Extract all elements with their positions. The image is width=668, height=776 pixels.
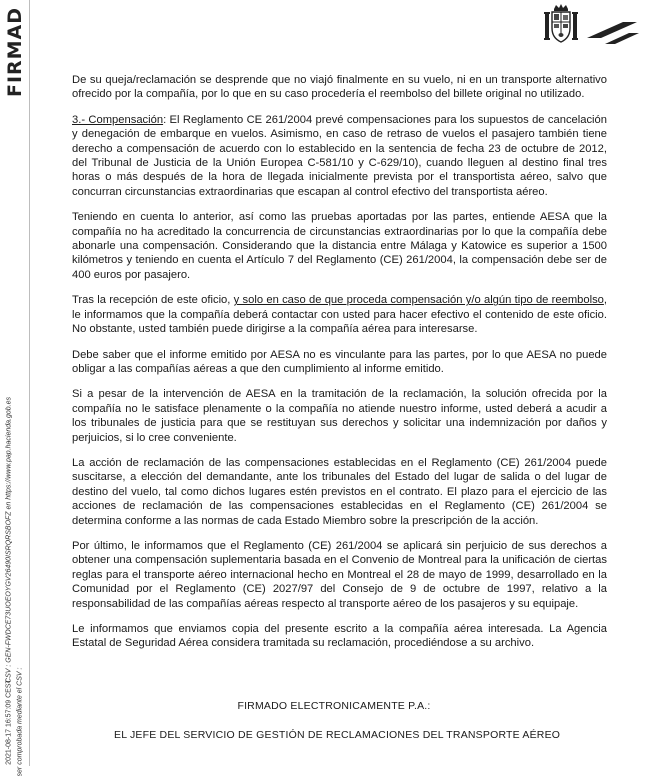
underlined-text: 3.- Compensación	[72, 113, 164, 126]
paragraph-text: Debe saber que el informe emitido por AESA no es vinculante para las partes, por lo que AESA no puede obligar a las compañías aéreas a que den cumplimiento al informe emitido.	[72, 348, 607, 375]
coat-of-arms-icon	[543, 2, 579, 44]
paragraph-text: Por último, le informamos que el Reglamento (CE) 261/2004 se aplicará sin perjuicio de sus derechos a obtener una compensación suplementaria basada en el Convenio de Montreal para la unificación de ciertas reglas para el transporte aéreo internacional hecho en Montreal el 28 de mayo de 1999, desarrollado en la Comunidad por el Reglamento (CE) 2027/97 del Consejo de 9 de octubre de 1997, relativo a la responsabilidad de las compañías aéreas respecto al transporte aéreo de los pasajeros y su equipaje.	[72, 539, 607, 610]
signature-line-title: EL JEFE DEL SERVICIO DE GESTIÓN DE RECLAMACIONES DEL TRANSPORTE AÉREO	[114, 729, 561, 741]
paragraph	[72, 456, 607, 528]
paragraph	[72, 73, 607, 102]
paragraph-text: Teniendo en cuenta lo anterior, así como las pruebas aportadas por las partes, entiende AESA que la compañía no ha acreditado la concurrencia de circunstancias extraordinarias por lo que la compañía debe abonarle una compensación. Considerando que la distancia entre Málaga y Katowice es superior a 1500 kilómetros y teniendo en cuenta el Artículo 7 del Reglamento (CE) 261/2004, la compensación debe ser de 400 euros por pasajero.	[72, 211, 607, 281]
paragraph-text: Tras la recepción de este oficio,	[72, 294, 234, 307]
signature-line-electronic: FIRMADO ELECTRONICAMENTE P.A.:	[237, 700, 431, 712]
paragraph-text: De su queja/reclamación se desprende que no viajó finalmente en su vuelo, ni en un transporte alternativo ofrecido por la compañía, por lo que en su caso procedería el reembolso del billete original no utilizado.	[72, 74, 607, 101]
aesa-logo-icon	[585, 20, 639, 46]
strip-signed-label: FIRMAD	[4, 6, 26, 98]
strip-csv-note: ser comprobada mediante el CSV :	[16, 667, 24, 776]
strip-timestamp: 2021-08-17 16:57:09 CEST	[5, 679, 13, 765]
paragraph	[72, 293, 607, 336]
paragraph-text: Si a pesar de la intervención de AESA en la tramitación de la reclamación, la solución ofrecida por la compañía no le satisface plenamente o la compañía no atiende nuestro informe, usted deberá a acudir a los tribunales de justicia para que se restituyan sus derechos y solicitar una indemnización por daños y perjuicios, si lo cree conveniente.	[72, 388, 607, 444]
paragraph	[72, 539, 607, 611]
paragraph-text: , le informamos que la compañía deberá contactar con usted para hacer efectivo el contenido de este oficio. No obstante, usted también puede dirigirse a la compañía aérea para interesarse.	[72, 294, 608, 336]
paragraph-text: La acción de reclamación de las compensaciones establecidas en el Reglamento (CE) 261/2004 puede suscitarse, a elección del demandante, ante los tribunales del Estado del lugar de salida o del lugar de destino del vuelo, tal como dichos lugares estén previstos en el contrato. El plazo para el ejercicio de las acciones de reclamación de las compensaciones establecidas en el Reglamento (CE) 261/2004 se determina conforme a las normas de cada Estado Miembro sobre la prescripción de la acción.	[72, 456, 607, 527]
electronic-signature-strip	[0, 0, 30, 776]
paragraph	[72, 113, 607, 199]
paragraph	[72, 348, 607, 377]
paragraph-text: Le informamos que enviamos copia del presente escrito a la compañía aérea interesada. La Agencia Estatal de Seguridad Aérea considera tramitada su reclamación, procediéndose a su archivo.	[72, 623, 607, 650]
strip-csv-text: CSV : GEN-FWDCE73UOEOYGV26490ISRQRSBOFZ en https://www.pap.hacienda.gob.es	[5, 397, 13, 683]
paragraph	[72, 622, 607, 651]
paragraph	[72, 210, 607, 282]
letter-body	[72, 73, 607, 662]
underlined-text: y solo en caso de que proceda compensación y/o algún tipo de reembolso	[233, 294, 604, 307]
paragraph	[72, 387, 607, 445]
paragraph-text: : El Reglamento CE 261/2004 prevé compensaciones para los supuestos de cancelación y denegación de embarque en vuelos. Asimismo, en caso de retraso de vuelos el pasajero también tiene derecho a compensación de acuerdo con lo establecido en la sentencia de fecha 23 de octubre de 2012, del Tribunal de Justicia de la Unión Europea C-581/10 y C-629/10), cuando lleguen al destino final tres horas o más después de la hora de llegada inicialmente prevista por el transportista aéreo, salvo que concurran circunstancias extraordinarias que escapan al control efectivo del transportista aéreo.	[72, 113, 607, 198]
